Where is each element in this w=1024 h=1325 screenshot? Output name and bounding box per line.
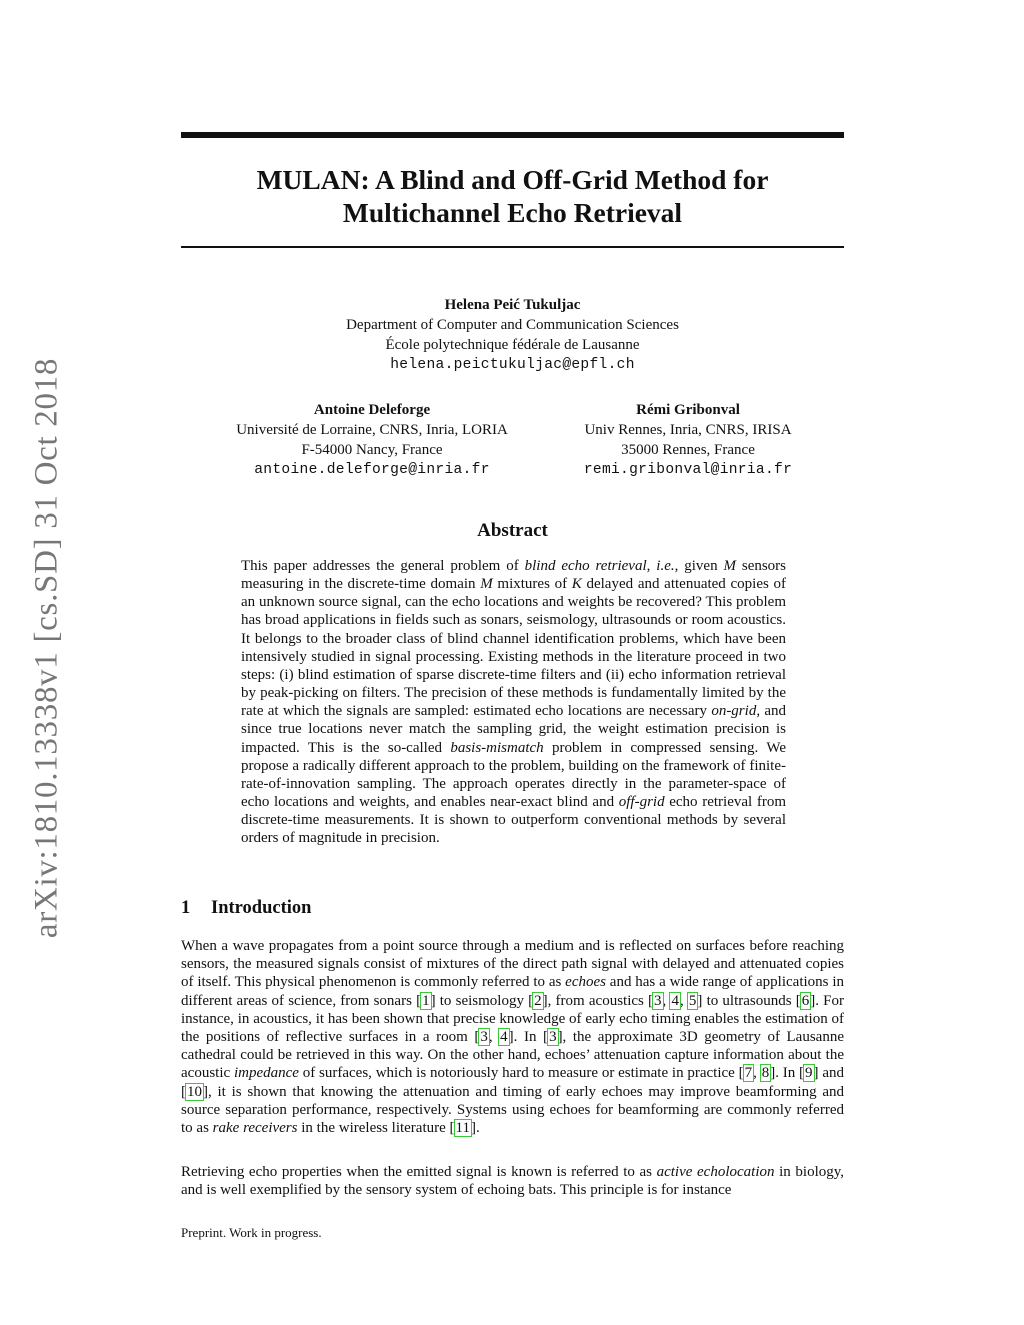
author-email[interactable]: remi.gribonval@inria.fr [583,462,793,478]
author-block-2 [207,400,537,480]
title-line-2: Multichannel Echo Retrieval [342,197,683,228]
citation-link[interactable]: 3 [549,1029,557,1046]
citation-link[interactable]: 1 [422,992,430,1009]
citation-link[interactable]: 7 [744,1065,753,1082]
citation-link[interactable]: 10 [187,1083,202,1100]
paper-title [181,163,844,229]
arxiv-identifier: arXiv:1810.13338v1 [cs.SD] 31 Oct 2018 [28,357,65,939]
author-name: Helena Peić Tukuljac [444,297,581,313]
author-affiliation: Department of Computer and Communication Sciences [346,317,679,333]
author-name: Rémi Gribonval [636,402,740,418]
author-block-1 [181,295,844,375]
author-address: F-54000 Nancy, France [301,442,443,458]
author-institution: École polytechnique fédérale de Lausanne [385,337,640,353]
author-address: 35000 Rennes, France [621,442,755,458]
footer-note: Preprint. Work in progress. [181,1225,322,1240]
author-block-3 [553,400,823,480]
citation-link[interactable]: 4 [671,992,679,1009]
citation-link[interactable]: 9 [805,1065,813,1082]
author-affiliation: Université de Lorraine, CNRS, Inria, LORIA [236,422,508,438]
citation-link[interactable]: 6 [801,992,810,1009]
intro-paragraph-1: When a wave propagates from a point source through a medium and is reflected on surfaces before reaching sensors, the measured signals consist of mixtures of the direct path signal with delayed and attenuated copies of itself. This physical phenomenon is commonly referred to as echoes and has a wide range of applications in different areas of science, from sonars [1] to seismology [2], from acoustics [3, 4, 5] to ultrasounds [6]. For instance, in acoustics, it has been shown that precise knowledge of early echo timing enables the estimation of the positions of reflective surfaces in a room [3, 4]. In [3], the approximate 3D geometry of Lausanne cathedral could be retrieved in this way. On the other hand, echoes’ attenuation capture information about the acoustic impedance of surfaces, which is notoriously hard to measure or estimate in practice [7, 8]. In [9] and [10], it is shown that knowing the attenuation and timing of early echoes may improve beamforming and source separation performance, respectively. Systems using echoes for beamforming are commonly referred to as rake receivers in the wireless literature [11]. [181,938,845,1137]
citation-link[interactable]: 5 [688,992,697,1009]
author-email[interactable]: antoine.deleforge@inria.fr [254,462,490,478]
citation-link[interactable]: 3 [480,1029,488,1046]
citation-link[interactable]: 11 [455,1120,470,1137]
citation-link[interactable]: 8 [761,1065,770,1082]
author-affiliation: Univ Rennes, Inria, CNRS, IRISA [584,422,792,438]
intro-paragraph-2: Retrieving echo properties when the emitted signal is known is referred to as active echolocation in biology, and is well exemplified by the sensory system of echoing bats. This principle is for instance [181,1164,845,1199]
section-title: Introduction [211,898,312,918]
author-email[interactable]: helena.peictukuljac@epfl.ch [390,357,635,373]
abstract-text: This paper addresses the general problem of blind echo retrieval, i.e., given M sensors measuring in the discrete-time domain M mixtures of K delayed and attenuated copies of an unknown source signal, can the echo locations and weights be recovered? This problem has broad applications in fields such as sonars, seismology, ultrasounds or room acoustics. It belongs to the broader class of blind channel identification problems, which have been intensively studied in signal processing. Existing methods in the literature proceed in two steps: (i) blind estimation of sparse discrete-time filters and (ii) echo information retrieval by peak-picking on filters. The precision of these methods is fundamentally limited by the rate at which the signals are sampled: estimated echo locations are necessary on-grid, and since true locations never match the sampling grid, the weight estimation precision is impacted. This is the so-called basis-mismatch problem in compressed sensing. We propose a radically different approach to the problem, building on the framework of finite-rate-of-innovation sampling. The approach operates directly in the parameter-space of echo locations and weights, and enables near-exact blind and off-grid echo retrieval from discrete-time measurements. It is shown to outperform conventional methods by several orders of magnitude in precision. [241,558,787,847]
abstract-heading: Abstract [477,520,548,541]
title-bottom-rule [181,246,844,248]
section-heading-introduction [181,898,311,919]
citation-link[interactable]: 4 [500,1029,508,1046]
citation-link[interactable]: 2 [534,992,542,1009]
section-number: 1 [181,898,191,918]
citation-link[interactable]: 3 [654,992,662,1009]
title-top-rule [181,132,844,138]
title-line-1: MULAN: A Blind and Off-Grid Method for [256,164,769,195]
author-name: Antoine Deleforge [313,402,431,418]
